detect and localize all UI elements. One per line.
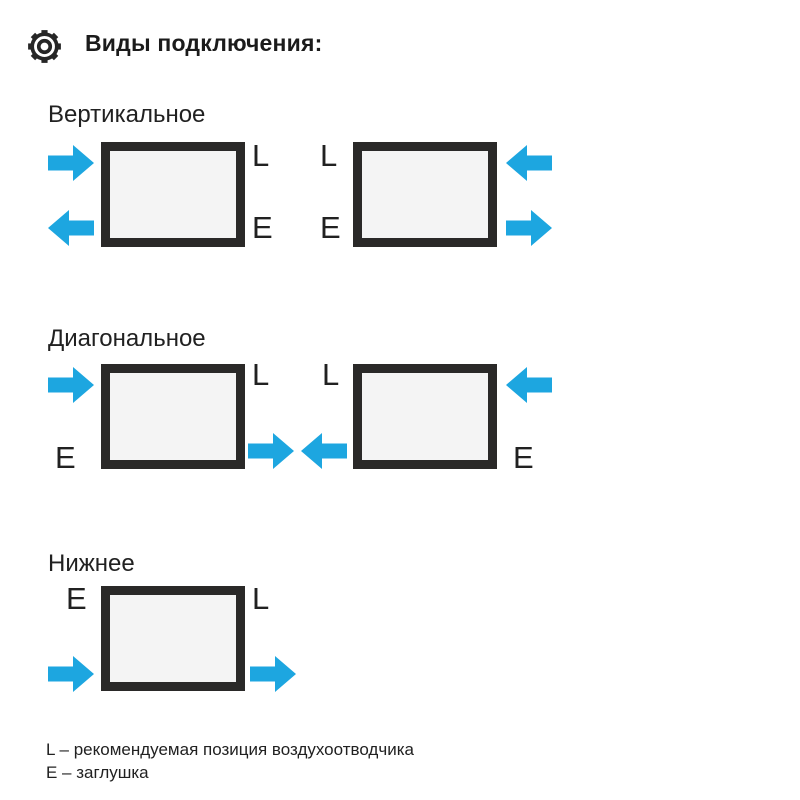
section-title-diagonal: Диагональное xyxy=(48,325,206,352)
port-label-e: E xyxy=(513,440,534,475)
section-title-bottom: Нижнее xyxy=(48,550,135,577)
gear-icon xyxy=(24,26,65,67)
legend-line-e: E – заглушка xyxy=(46,763,149,782)
port-label-l: L xyxy=(252,357,270,392)
port-label-l: L xyxy=(320,138,338,173)
flow-arrow-right-icon xyxy=(48,367,94,403)
flow-arrow-left-icon xyxy=(506,145,552,181)
port-label-e: E xyxy=(320,210,341,245)
legend-line-l: L – рекомендуемая позиция воздухоотводчика xyxy=(46,740,414,759)
port-label-e: E xyxy=(252,210,273,245)
flow-arrow-right-icon xyxy=(250,656,296,692)
page-title: Виды подключения: xyxy=(85,30,323,56)
radiator-rect xyxy=(101,142,245,247)
port-label-l: L xyxy=(252,138,270,173)
port-label-e: E xyxy=(66,581,87,616)
flow-arrow-right-icon xyxy=(48,145,94,181)
flow-arrow-right-icon xyxy=(48,656,94,692)
radiator-rect xyxy=(101,586,245,691)
port-label-l: L xyxy=(252,581,270,616)
flow-arrow-left-icon xyxy=(301,433,347,469)
port-label-e: E xyxy=(55,440,76,475)
radiator-rect xyxy=(353,364,497,469)
port-label-l: L xyxy=(322,357,340,392)
flow-arrow-right-icon xyxy=(248,433,294,469)
flow-arrow-left-icon xyxy=(506,367,552,403)
flow-arrow-left-icon xyxy=(48,210,94,246)
flow-arrow-right-icon xyxy=(506,210,552,246)
radiator-rect xyxy=(353,142,497,247)
section-title-vertical: Вертикальное xyxy=(48,101,206,128)
radiator-rect xyxy=(101,364,245,469)
